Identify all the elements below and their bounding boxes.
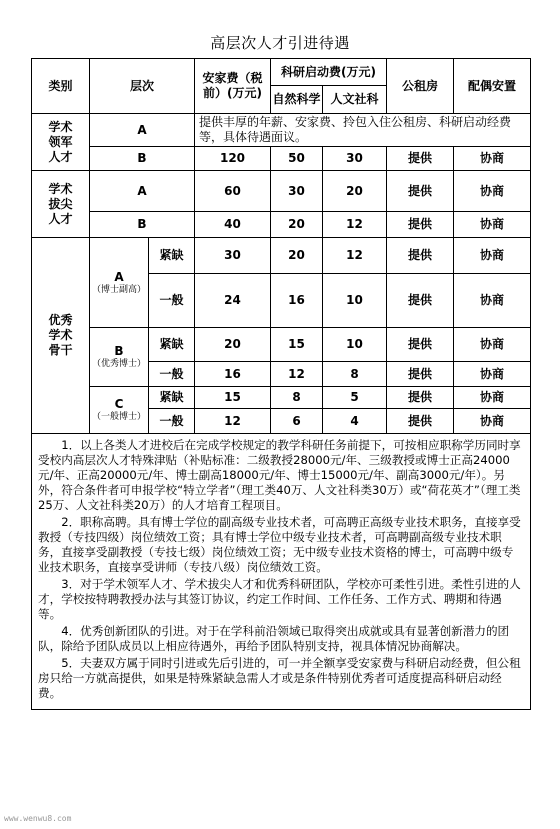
- subtype-normal: 一般: [149, 362, 195, 387]
- header-sci: 自然科学: [271, 86, 323, 114]
- hum-fee-cell: 10: [323, 328, 387, 362]
- spouse-cell: 协商: [454, 362, 531, 387]
- settle-fee-cell: 24: [195, 274, 271, 328]
- subtype-urgent: 紧缺: [149, 328, 195, 362]
- spouse-cell: 协商: [454, 238, 531, 274]
- housing-cell: 提供: [387, 147, 454, 171]
- group-leader: 学术领军人才: [32, 114, 90, 171]
- watermark: www.wenwu8.com: [4, 814, 72, 823]
- spouse-cell: 协商: [454, 409, 531, 434]
- settle-fee-cell: 60: [195, 171, 271, 212]
- hum-fee-cell: 10: [323, 274, 387, 328]
- level-b: B: [90, 147, 195, 171]
- level-a: A: [90, 114, 195, 147]
- settle-fee-cell: 30: [195, 238, 271, 274]
- notes-section: [32, 434, 531, 710]
- level-c-note: （一般博士）: [91, 412, 146, 422]
- hum-fee-cell: 12: [323, 212, 387, 238]
- level-c: C: [114, 397, 124, 411]
- note-3: 3．对于学术领军人才、学术拔尖人才和优秀科研团队，学校亦可柔性引进。柔性引进的人才，学校按特聘教授办法与其签订协议，约定工作时间、工作任务、工作方式、聘期和待遇等。: [38, 577, 521, 621]
- level-b: B: [114, 344, 124, 358]
- header-hum: 人文社科: [323, 86, 387, 114]
- level-a-cell: [90, 238, 149, 328]
- sci-fee-cell: 20: [271, 238, 323, 274]
- sci-fee-cell: 20: [271, 212, 323, 238]
- sci-fee-cell: 30: [271, 171, 323, 212]
- group-backbone: 优秀学术骨干: [32, 238, 90, 434]
- sci-fee-cell: 8: [271, 387, 323, 409]
- spouse-cell: 协商: [454, 147, 531, 171]
- level-a-note: （博士副高）: [91, 284, 146, 295]
- hum-fee-cell: 30: [323, 147, 387, 171]
- settle-fee-cell: 16: [195, 362, 271, 387]
- spouse-cell: 协商: [454, 274, 531, 328]
- settle-fee-cell: 20: [195, 328, 271, 362]
- housing-cell: 提供: [387, 409, 454, 434]
- leader-a-description: 提供丰厚的年薪、安家费、拎包入住公租房、科研启动经费等，具体待遇面议。: [195, 114, 531, 147]
- sci-fee-cell: 16: [271, 274, 323, 328]
- hum-fee-cell: 5: [323, 387, 387, 409]
- sci-fee-cell: 6: [271, 409, 323, 434]
- subtype-normal: 一般: [149, 274, 195, 328]
- settle-fee-cell: 12: [195, 409, 271, 434]
- subtype-urgent: 紧缺: [149, 387, 195, 409]
- note-2: 2．职称高聘。具有博士学位的副高级专业技术者，可高聘正高级专业技术职务，直接享受教授（专技四级）岗位绩效工资；具有博士学位中级专业技术者，可高聘副高级专业技术职务，直接享受副教授（专技七级）岗位绩效工资；无中级专业技术资格的博士，可高聘中级专业技术职务，直接享受讲师（专技八级）岗位绩效工资。: [38, 515, 521, 574]
- header-housing: 公租房: [387, 59, 454, 114]
- housing-cell: 提供: [387, 387, 454, 409]
- hum-fee-cell: 12: [323, 238, 387, 274]
- sci-fee-cell: 15: [271, 328, 323, 362]
- housing-cell: 提供: [387, 212, 454, 238]
- note-1: 1．以上各类人才进校后在完成学校规定的教学科研任务前提下，可按相应职称学历同时享受校内高层次人才特殊津贴（补贴标准：二级教授28000元/年、三级教授或博士正高24000元/年、正高20000元/年、博士副高18000元/年、博士15000元/年、副高3000元/年）。另外，符合条件者可申报学校“特立学者”（理工类40万、人文社科类30万）或“荷花英才”（理工类25万、人文社科类20万）的人才培育工程项目。: [38, 438, 521, 512]
- header-settle-fee: 安家费（税前）(万元): [195, 59, 271, 114]
- housing-cell: 提供: [387, 328, 454, 362]
- housing-cell: 提供: [387, 238, 454, 274]
- level-a: A: [90, 171, 195, 212]
- header-research-fee: 科研启动费(万元): [271, 59, 387, 86]
- header-spouse: 配偶安置: [454, 59, 531, 114]
- hum-fee-cell: 8: [323, 362, 387, 387]
- housing-cell: 提供: [387, 171, 454, 212]
- housing-cell: 提供: [387, 362, 454, 387]
- note-5: 5．夫妻双方属于同时引进或先后引进的，可一并全额享受安家费与科研启动经费，但公租房只给一方就高提供，如果是特殊紧缺急需人才或是条件特别优秀者可适度提高科研启动经费。: [38, 656, 521, 700]
- header-category: 类别: [32, 59, 90, 114]
- settle-fee-cell: 40: [195, 212, 271, 238]
- spouse-cell: 协商: [454, 212, 531, 238]
- header-level: 层次: [90, 59, 195, 114]
- sci-fee-cell: 12: [271, 362, 323, 387]
- level-b: B: [90, 212, 195, 238]
- subtype-normal: 一般: [149, 409, 195, 434]
- level-b-note: （优秀博士）: [91, 359, 146, 369]
- level-b-cell: [90, 328, 149, 387]
- hum-fee-cell: 4: [323, 409, 387, 434]
- subtype-urgent: 紧缺: [149, 238, 195, 274]
- note-4: 4．优秀创新团队的引进。对于在学科前沿领域已取得突出成就或具有显著创新潜力的团队，除给予团队成员以上相应待遇外，再给予团队特别支持，视具体情况协商解决。: [38, 624, 510, 653]
- group-top: 学术拔尖人才: [32, 171, 90, 238]
- settle-fee-cell: 15: [195, 387, 271, 409]
- housing-cell: 提供: [387, 274, 454, 328]
- hum-fee-cell: 20: [323, 171, 387, 212]
- spouse-cell: 协商: [454, 171, 531, 212]
- spouse-cell: 协商: [454, 328, 531, 362]
- sci-fee-cell: 50: [271, 147, 323, 171]
- page-title: 高层次人才引进待遇: [210, 34, 350, 52]
- level-c-cell: [90, 387, 149, 434]
- spouse-cell: 协商: [454, 387, 531, 409]
- talent-table: [31, 58, 531, 710]
- settle-fee-cell: 120: [195, 147, 271, 171]
- level-a: A: [114, 269, 124, 284]
